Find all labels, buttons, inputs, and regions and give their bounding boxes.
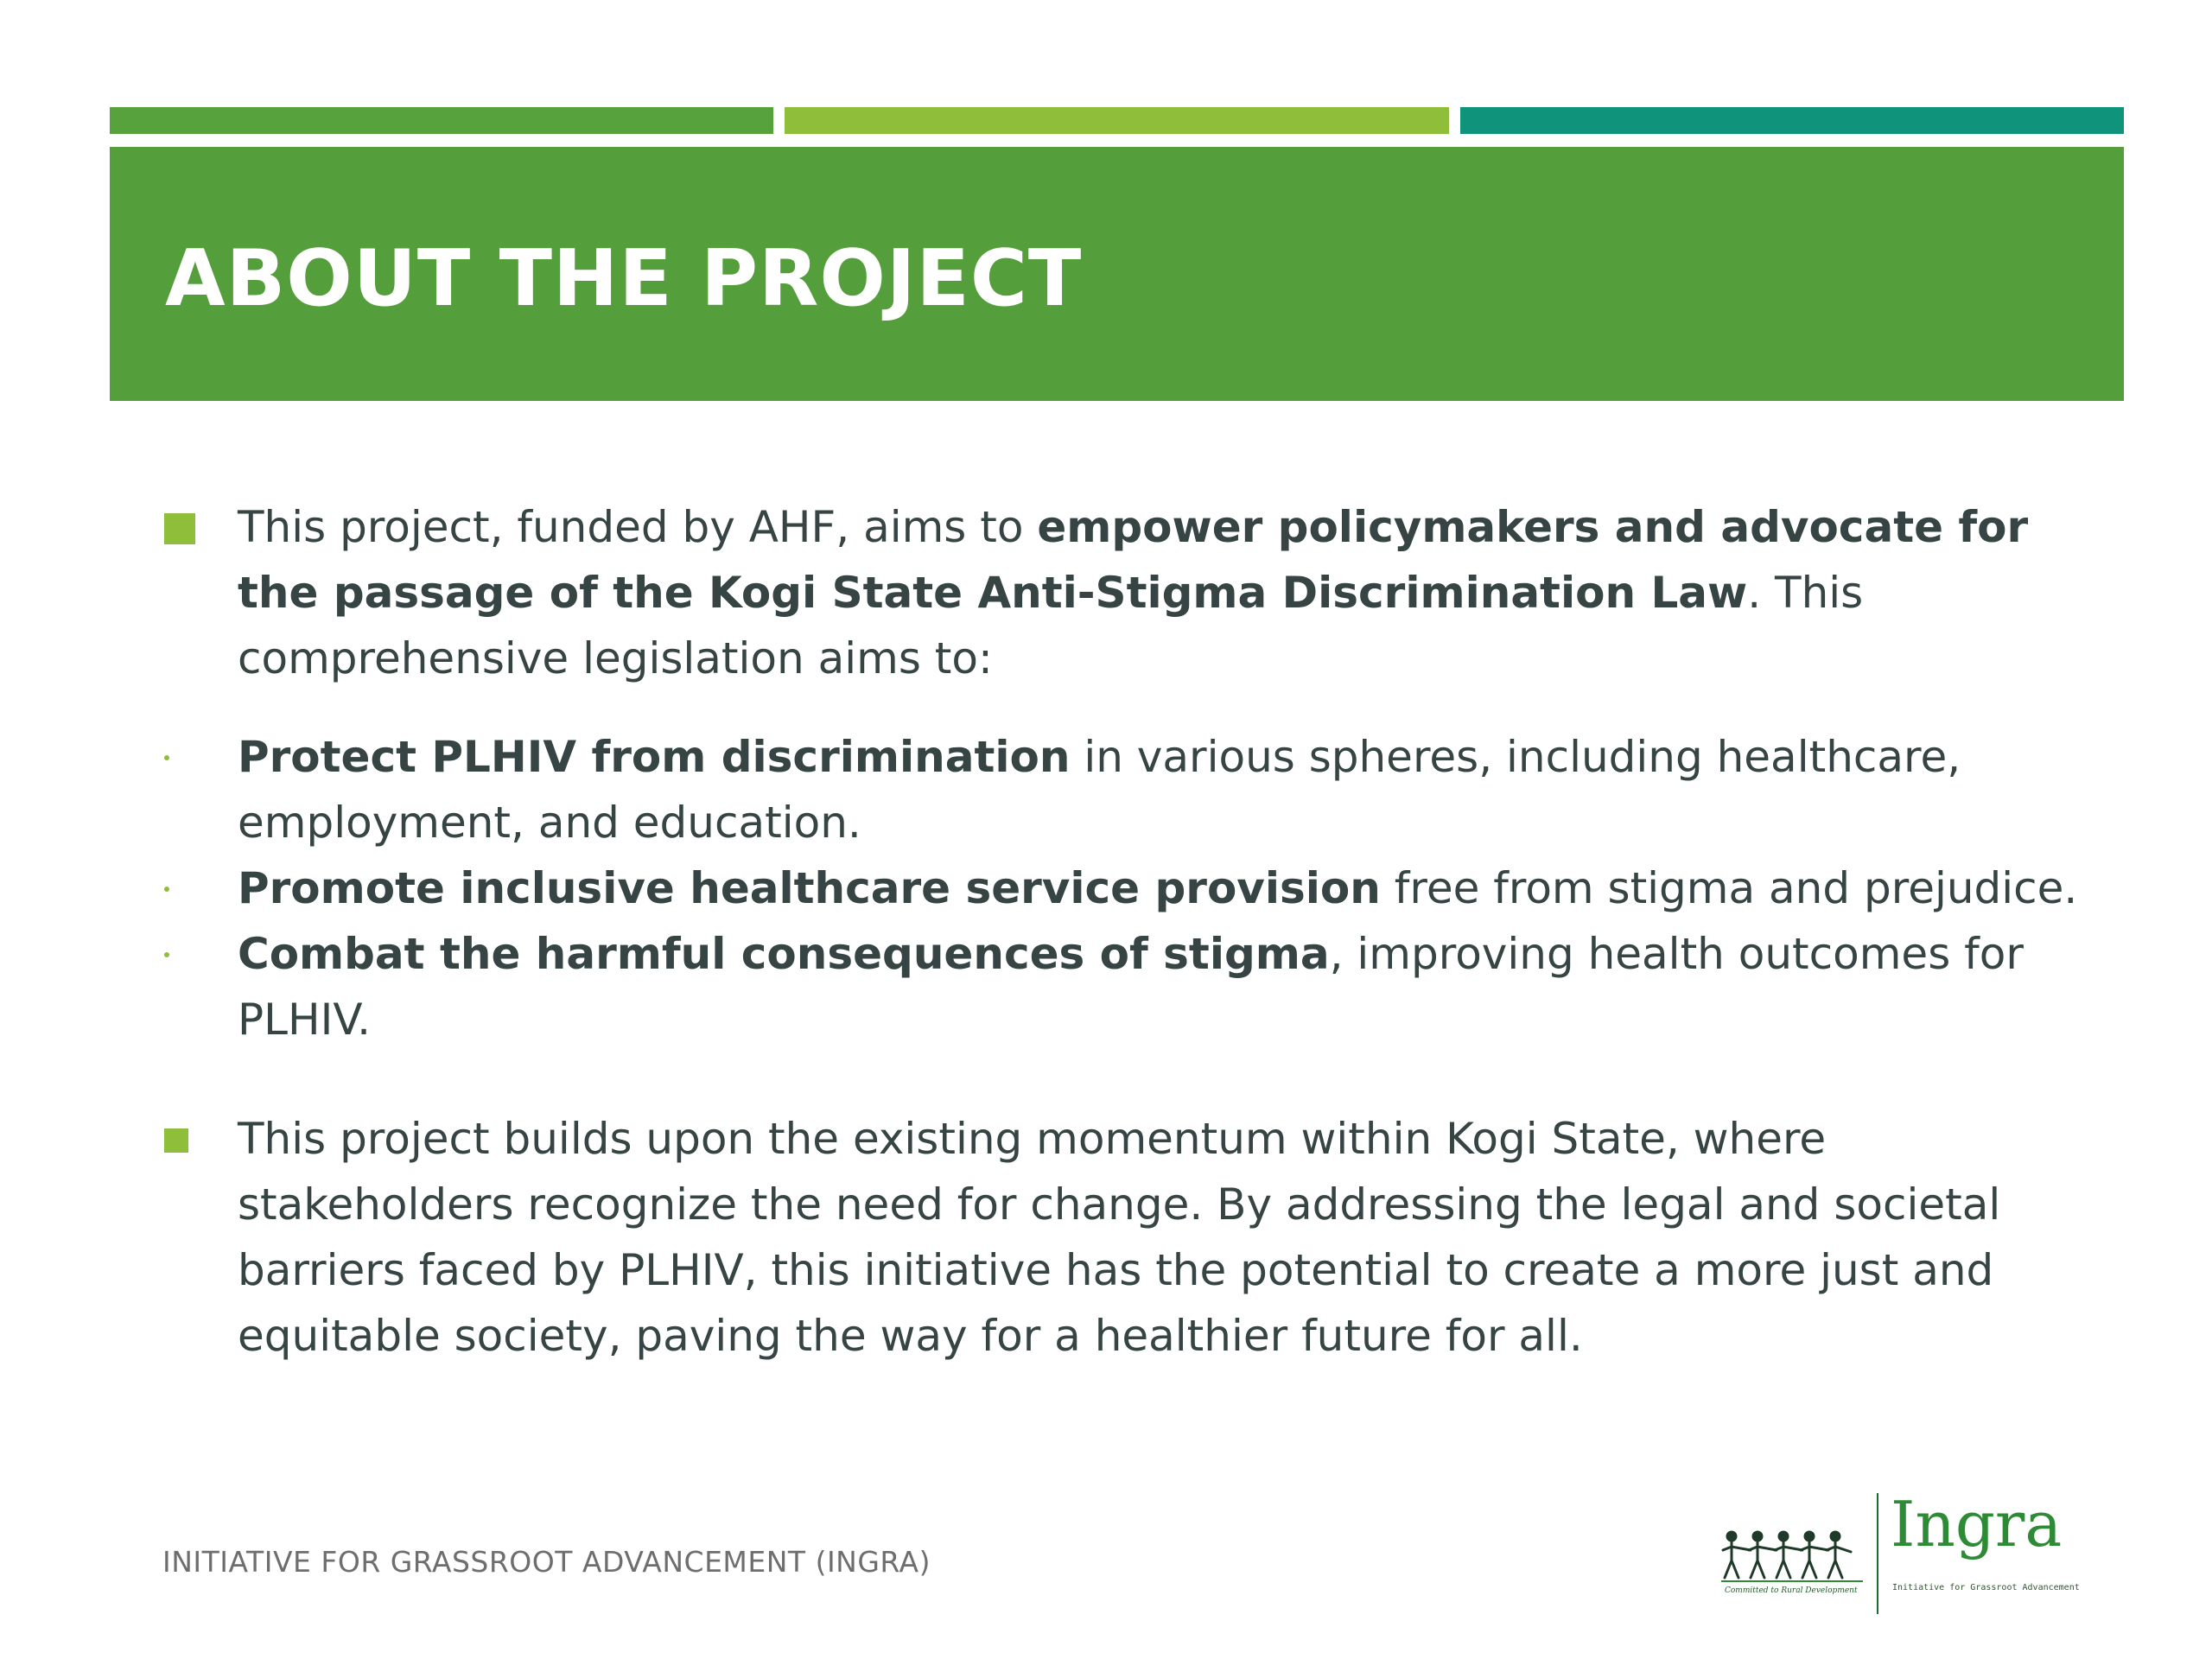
goal-emphasis: Protect PLHIV from discrimination [238, 732, 1071, 782]
logo-subtitle: Initiative for Grassroot Advancement [1892, 1583, 2080, 1592]
goal-text: in various spheres, including healthcare, employment, and education. [238, 732, 1961, 848]
top-stripe-teal [1460, 107, 2124, 134]
goal-emphasis: Promote inclusive healthcare service provision [238, 863, 1381, 913]
goal-item [164, 921, 2082, 1052]
dot-bullet-icon [164, 887, 169, 892]
slide-title: ABOUT THE PROJECT [165, 233, 1083, 324]
logo-tagline: Committed to Rural Development [1725, 1586, 1858, 1595]
top-stripe-green [110, 107, 773, 134]
square-bullet-icon [164, 513, 195, 544]
ingra-logo [1719, 1488, 2100, 1623]
goals-list [164, 724, 2082, 1052]
goal-text: free from stigma and prejudice. [1380, 863, 2078, 913]
goal-emphasis: Combat the harmful consequences of stigma [238, 929, 1330, 979]
title-banner [110, 147, 2124, 401]
slide-body [164, 494, 2082, 1369]
closing-paragraph [164, 1106, 2082, 1369]
goal-text: , improving health outcomes for PLHIV. [238, 929, 2024, 1045]
top-stripe-lime [785, 107, 1449, 134]
intro-text-lead: This project, funded by AHF, aims to [238, 502, 1038, 552]
intro-text-tail: . This comprehensive legislation aims to: [238, 568, 1864, 683]
dot-bullet-icon [164, 755, 169, 760]
dot-bullet-icon [164, 952, 169, 957]
people-chain-icon [1719, 1528, 1865, 1585]
logo-divider [1877, 1493, 1878, 1614]
square-bullet-icon [164, 1128, 188, 1153]
goal-item [164, 855, 2082, 921]
closing-text: This project builds upon the existing momentum within Kogi State, where stakeholders recognize the need for change. By addressing the legal and societal barriers faced by PLHIV, this initiative has the potential to create a more just and equitable society, paving the way for a healthier future for all. [238, 1114, 2001, 1361]
goal-item [164, 724, 2082, 855]
logo-wordmark: Ingra [1891, 1488, 2063, 1560]
intro-text-emphasis: empower policymakers and advocate for the passage of the Kogi State Anti-Stigma Discrimination Law [238, 502, 2029, 618]
footer-organization: INITIATIVE FOR GRASSROOT ADVANCEMENT (INGRA) [162, 1545, 931, 1579]
intro-paragraph [164, 494, 2082, 691]
